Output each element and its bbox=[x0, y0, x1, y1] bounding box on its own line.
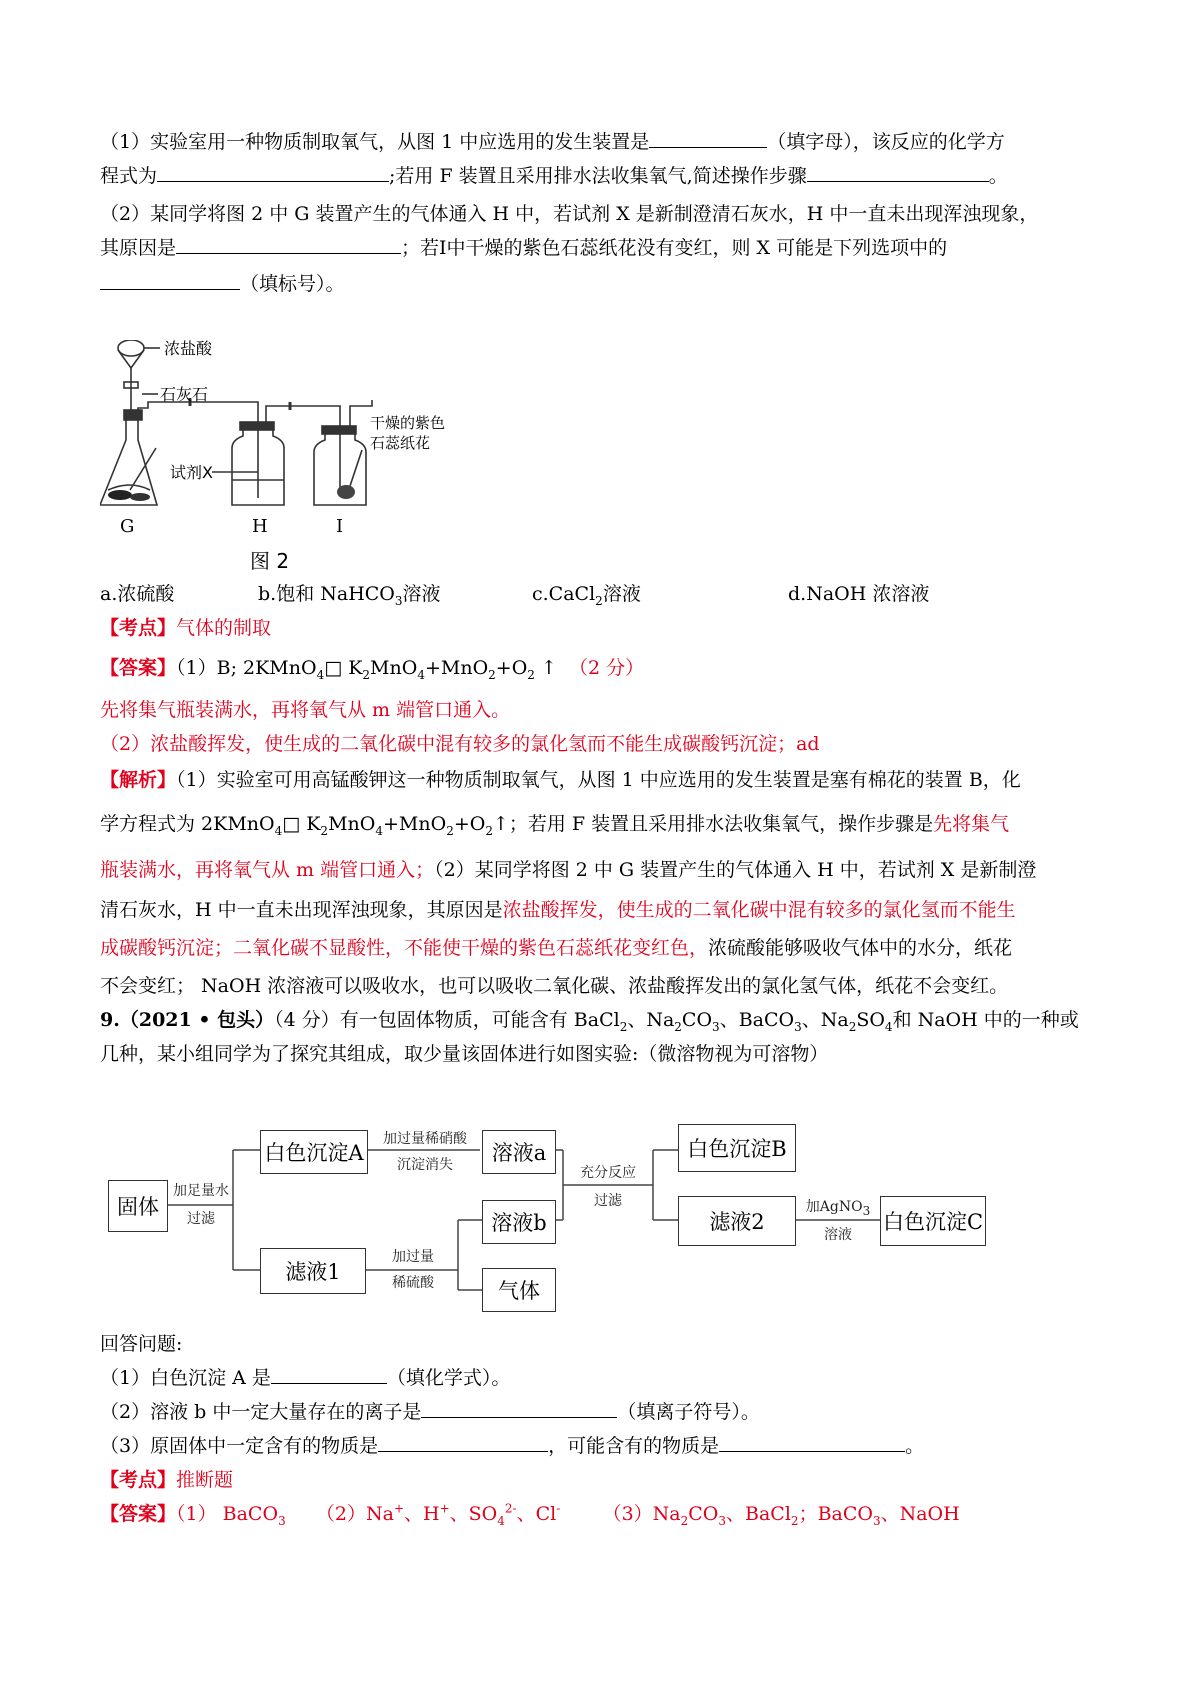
answer-blank bbox=[421, 1399, 617, 1418]
step3-top: 加过量 bbox=[392, 1249, 434, 1265]
q9-kaodian: 【考点】推断题 bbox=[100, 1469, 234, 1491]
apparatus-drawing bbox=[100, 340, 500, 570]
q8-line-4: 其原因是 ；若Ⅰ中干燥的紫色石蕊纸花没有变红，则 X 可能是下列选项中的 bbox=[100, 237, 948, 259]
q8-jiexi-4: 清石灰水，H 中一直未出现浑浊现象，其原因是浓盐酸挥发，使生成的二氧化碳中混有较多的氯化氢而不能生 bbox=[100, 899, 1016, 921]
answer-blank bbox=[378, 1433, 548, 1452]
figure-caption: 图 2 bbox=[250, 549, 290, 570]
q8-line-5: （填标号）。 bbox=[100, 270, 345, 298]
q8-jiexi-1: 【解析】（1）实验室可用高锰酸钾这一种物质制取氧气，从图 1 中应选用的发生装置是塞有棉花的装置 B，化 bbox=[100, 769, 1021, 791]
label-acid: 浓盐酸 bbox=[164, 340, 213, 358]
q8-line-1: （1）实验室用一种物质制取氧气，从图 1 中应选用的发生装置是 （填字母），该反应的化学方 bbox=[100, 131, 1005, 153]
q8-jiexi-3: 瓶装满水，再将氧气从 m 端管口通入；（2）某同学将图 2 中 G 装置产生的气体通入 H 中，若试剂 X 是新制澄 bbox=[100, 859, 1037, 881]
q8-jiexi-2: 学方程式为 2KMnO$_4$□ $K_2MnO_4+MnO_2+O_2↑$；若用 F 装置且采用排水法收集氧气，操作步骤是先将集气 bbox=[100, 813, 1010, 838]
q8-kaodian: 【考点】气体的制取 bbox=[100, 617, 272, 639]
tube-g-h bbox=[138, 402, 258, 422]
box-solution-a: 溶液a bbox=[482, 1130, 556, 1174]
answer-blank bbox=[100, 271, 240, 290]
q9-line-2: 几种，某小组同学为了探究其组成，取少量该固体进行如图实验:（微溶物视为可溶物） bbox=[100, 1043, 829, 1065]
label-g: G bbox=[120, 516, 135, 537]
option-b: b.饱和 NaHCO$_3$溶液 bbox=[258, 583, 441, 608]
step3-bottom: 稀硫酸 bbox=[392, 1275, 434, 1291]
answer-blank bbox=[157, 163, 389, 182]
step5-top: 加AgNO$_3$ bbox=[805, 1199, 871, 1218]
label-i: I bbox=[336, 516, 344, 537]
box-solid: 固体 bbox=[108, 1180, 168, 1232]
q8-jiexi-5: 成碳酸钙沉淀；二氧化碳不显酸性，不能使干燥的紫色石蕊纸花变红色，浓硫酸能够吸收气体中的水分，纸花 bbox=[100, 937, 1013, 959]
q8-answer-2: 先将集气瓶装满水，再将氧气从 m 端管口通入。 bbox=[100, 699, 511, 721]
step4-top: 充分反应 bbox=[580, 1165, 636, 1181]
answer-blank bbox=[271, 1365, 387, 1384]
q9-q3: （3）原固体中一定含有的物质是 ，可能含有的物质是 。 bbox=[100, 1435, 925, 1457]
box-precipitate-a: 白色沉淀A bbox=[260, 1130, 368, 1174]
q8-jiexi-6: 不会变红； NaOH 浓溶液可以吸收水，也可以吸收二氧化碳、浓盐酸挥发出的氯化氢气体，纸花不会变红。 bbox=[100, 975, 1009, 997]
q8-line-3: （2）某同学将图 2 中 G 装置产生的气体通入 H 中，若试剂 X 是新制澄清石灰水，H 中一直未出现浑浊现象， bbox=[100, 203, 1039, 225]
box-filtrate-2: 滤液2 bbox=[678, 1196, 796, 1246]
step1-bottom: 过滤 bbox=[187, 1211, 215, 1227]
step1-top: 加足量水 bbox=[173, 1183, 229, 1199]
funnel-bulb bbox=[118, 340, 144, 356]
funnel-cone bbox=[118, 350, 144, 368]
q9-ask: 回答问题: bbox=[100, 1333, 183, 1355]
q9-line-1: 9.（2021 • 包头）（4 分）有一包固体物质，可能含有 BaCl$_2$、$Na_2CO_3$、BaCO$_3$、$Na_2SO_4$和 NaOH 中的一种或 bbox=[100, 1009, 1079, 1034]
answer-blank bbox=[176, 235, 401, 254]
label-reagent: 试剂X bbox=[170, 463, 213, 482]
q8-answer-1: 【答案】（1）B; 2KMnO$_4$□ $K_2MnO_4+MnO_2+O_2$ ↑ （2 分） bbox=[100, 657, 645, 682]
label-paper-1: 干燥的紫色 bbox=[370, 414, 446, 432]
q9-answer: 【答案】（1） BaCO$_3$ （2）Na+、H+、$SO_4^{2-}$、Cl- $(3)Na_2CO_3$、BaCl$_2$；BaCO$_3$、NaOH bbox=[100, 1501, 960, 1528]
figure-2-apparatus bbox=[100, 340, 500, 570]
answer-blank bbox=[719, 1433, 905, 1452]
label-paper-2: 石蕊纸花 bbox=[370, 434, 431, 452]
options-row bbox=[100, 580, 929, 608]
box-precipitate-b: 白色沉淀B bbox=[678, 1124, 796, 1172]
flow-diagram bbox=[108, 1120, 1108, 1310]
q8-answer-3: （2）浓盐酸挥发，使生成的二氧化碳中混有较多的氯化氢而不能生成碳酸钙沉淀；ad bbox=[100, 733, 820, 755]
box-filtrate-1: 滤液1 bbox=[260, 1248, 366, 1294]
step5-bottom: 溶液 bbox=[824, 1227, 852, 1243]
option-c: c.CaCl$_2$溶液 bbox=[532, 583, 641, 608]
q8-line-2: 程式为 ;若用 F 装置且采用排水法收集氧气,简述操作步骤 。 bbox=[100, 165, 1008, 187]
step2-bottom: 沉淀消失 bbox=[397, 1157, 453, 1173]
option-a: a.浓硫酸 bbox=[100, 583, 175, 605]
step4-bottom: 过滤 bbox=[594, 1193, 622, 1209]
step2-top: 加过量稀硝酸 bbox=[383, 1131, 467, 1147]
q9-q2: （2）溶液 b 中一定大量存在的离子是 （填离子符号）。 bbox=[100, 1401, 760, 1423]
label-h: H bbox=[252, 516, 268, 537]
q9-q1: （1）白色沉淀 A 是 （填化学式）。 bbox=[100, 1367, 511, 1389]
answer-blank bbox=[649, 129, 767, 148]
box-solution-b: 溶液b bbox=[482, 1200, 556, 1244]
answer-blank bbox=[807, 163, 989, 182]
option-d: d.NaOH 浓溶液 bbox=[788, 583, 930, 605]
box-gas: 气体 bbox=[482, 1268, 556, 1312]
label-stone: 石灰石 bbox=[160, 385, 209, 404]
box-precipitate-c: 白色沉淀C bbox=[880, 1196, 986, 1246]
